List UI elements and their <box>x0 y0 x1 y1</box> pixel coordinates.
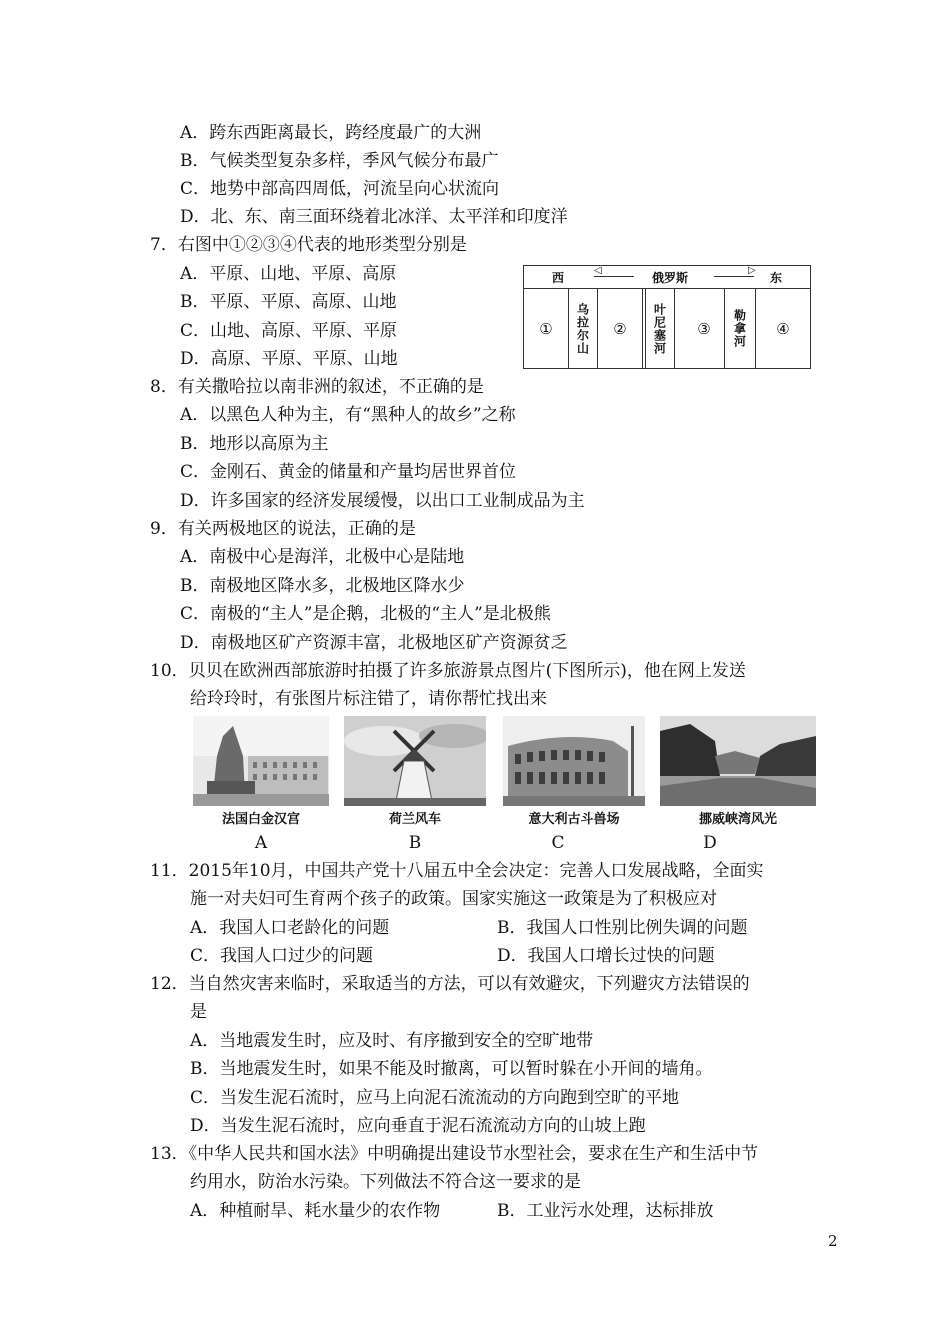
terrain-cell-1: ① <box>539 319 553 338</box>
caption-d: 挪威峡湾风光 <box>698 812 777 827</box>
q7-option-a: A．平原、山地、平原、高原 <box>180 264 397 284</box>
q8-stem: 8．有关撒哈拉以南非洲的叙述，不正确的是 <box>150 377 484 397</box>
q10-stem-line1: 10．贝贝在欧洲西部旅游时拍摄了许多旅游景点图片(下图所示)，他在网上发送 <box>150 661 746 681</box>
q11-option-a: A．我国人口老龄化的问题 <box>190 918 390 938</box>
caption-b: 荷兰风车 <box>388 812 441 827</box>
terrain-cell-3: ③ <box>697 319 711 338</box>
right-arrowhead-icon: ▷ <box>748 265 756 276</box>
q6-option-a: A．跨东西距离最长，跨经度最广的大洲 <box>180 123 482 143</box>
ural-mountains-cell: 乌拉尔山 <box>575 302 590 355</box>
q7-option-d: D．高原、平原、平原、山地 <box>180 349 398 369</box>
q8-option-a: A．以黑色人种为主，有“黑种人的故乡”之称 <box>180 405 516 425</box>
diagram-east-label: 东 <box>770 271 783 285</box>
q6-option-c: C．地势中部高四周低，河流呈向心状流向 <box>180 179 500 199</box>
lena-river-cell: 勒拿河 <box>732 309 747 348</box>
terrain-cell-4: ④ <box>776 319 790 338</box>
letter-b: B <box>408 833 422 853</box>
diagram-center-label: 俄罗斯 <box>652 271 689 285</box>
fjord-illustration <box>660 716 816 806</box>
photo-norway-fjord <box>660 716 816 806</box>
divider <box>642 289 643 368</box>
q7-option-c: C．山地、高原、平原、平原 <box>180 321 398 341</box>
q8-option-b: B．地形以高原为主 <box>180 434 329 454</box>
q12-option-b: B．当地震发生时，如果不能及时撤离，可以暂时躲在小开间的墙角。 <box>190 1059 713 1079</box>
q10-stem-line2: 给玲玲时，有张图片标注错了，请你帮忙找出来 <box>190 689 547 709</box>
q11-option-d: D．我国人口增长过快的问题 <box>497 946 715 966</box>
q9-option-c: C．南极的“主人”是企鹅，北极的“主人”是北极熊 <box>180 604 551 624</box>
caption-a: 法国白金汉宫 <box>221 812 300 827</box>
photo-buckingham-palace <box>193 716 329 806</box>
terrain-cell-2: ② <box>613 319 627 338</box>
letter-c: C <box>551 833 565 853</box>
q11-option-b: B．我国人口性别比例失调的问题 <box>497 918 748 938</box>
q7-stem: 7．右图中①②③④代表的地形类型分别是 <box>150 235 467 255</box>
q9-stem: 9．有关两极地区的说法，正确的是 <box>150 519 416 539</box>
palace-illustration <box>193 716 329 806</box>
letter-d: D <box>703 833 717 853</box>
q12-option-c: C．当发生泥石流时，应马上向泥石流流动的方向跑到空旷的平地 <box>190 1088 680 1108</box>
q11-stem-line1: 11．2015年10月，中国共产党十八届五中全会决定：完善人口发展战略，全面实 <box>150 861 764 881</box>
q11-stem-line2: 施一对夫妇可生育两个孩子的政策。国家实施这一政策是为了积极应对 <box>190 889 717 909</box>
diagram-west-label: 西 <box>552 271 565 285</box>
q12-stem-line2: 是 <box>190 1002 207 1022</box>
diagram-header <box>524 266 810 289</box>
q9-option-a: A．南极中心是海洋，北极中心是陆地 <box>180 547 465 567</box>
q9-option-d: D．南极地区矿产资源丰富，北极地区矿产资源贫乏 <box>180 633 568 653</box>
q12-option-d: D．当发生泥石流时，应向垂直于泥石流流动方向的山坡上跑 <box>190 1116 646 1136</box>
russia-terrain-diagram <box>523 265 811 369</box>
q8-option-c: C．金刚石、黄金的储量和产量均居世界首位 <box>180 462 517 482</box>
q6-option-d: D．北、东、南三面环绕着北冰洋、太平洋和印度洋 <box>180 207 568 227</box>
q13-option-b: B．工业污水处理，达标排放 <box>497 1201 714 1221</box>
q9-option-b: B．南极地区降水多，北极地区降水少 <box>180 576 465 596</box>
letter-a: A <box>254 833 268 853</box>
west-arrow-icon <box>594 276 634 277</box>
q13-stem-line1: 13．《中华人民共和国水法》中明确提出建设节水型社会，要求在生产和生活中节 <box>150 1144 759 1164</box>
photo-colosseum <box>503 716 645 806</box>
photo-dutch-windmill <box>344 716 486 806</box>
left-arrowhead-icon: ◁ <box>594 265 602 276</box>
caption-c: 意大利古斗兽场 <box>528 812 620 827</box>
q6-option-b: B．气候类型复杂多样，季风气候分布最广 <box>180 151 499 171</box>
east-arrow-icon <box>714 276 754 277</box>
q13-stem-line2: 约用水，防治水污染。下列做法不符合这一要求的是 <box>190 1172 581 1192</box>
page-number: 2 <box>828 1232 838 1250</box>
q8-option-d: D．许多国家的经济发展缓慢，以出口工业制成品为主 <box>180 491 585 511</box>
windmill-illustration <box>344 716 486 806</box>
q13-option-a: A．种植耐旱、耗水量少的农作物 <box>190 1201 441 1221</box>
colosseum-illustration <box>503 716 645 806</box>
q12-stem-line1: 12．当自然灾害来临时，采取适当的方法，可以有效避灾，下列避灾方法错误的 <box>150 974 750 994</box>
yenisei-river-cell: 叶尼塞河 <box>652 302 667 355</box>
q12-option-a: A．当地震发生时，应及时、有序撤到安全的空旷地带 <box>190 1031 594 1051</box>
q11-option-c: C．我国人口过少的问题 <box>190 946 374 966</box>
q7-option-b: B．平原、平原、高原、山地 <box>180 292 397 312</box>
